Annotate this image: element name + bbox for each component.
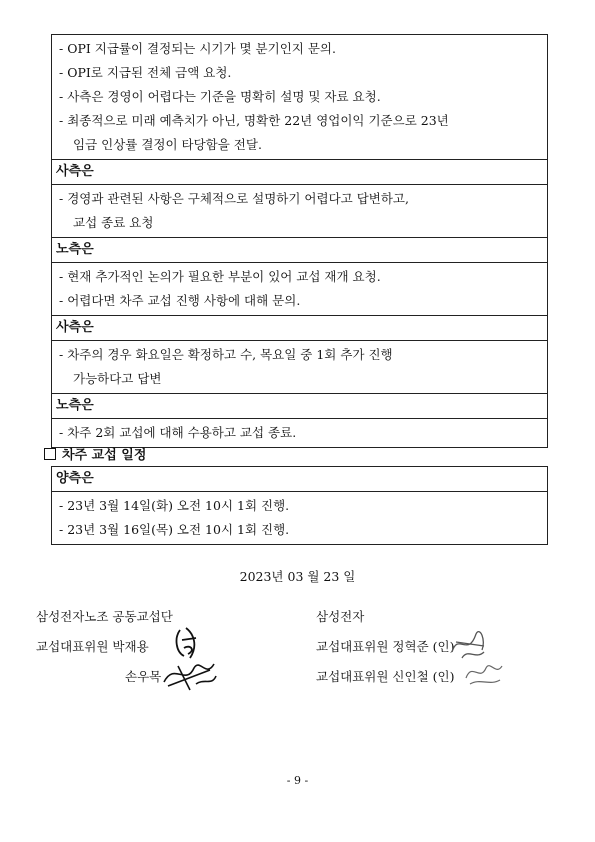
union-heading: 노측은 <box>52 393 547 418</box>
remark-line: 임금 인상률 결정이 타당함을 전달. <box>73 137 262 152</box>
remark-line: - 사측은 경영이 어렵다는 기준을 명확히 설명 및 자료 요청. <box>59 89 381 104</box>
remark-line: - 어렵다면 차주 교섭 진행 사항에 대해 문의. <box>59 293 301 308</box>
remark-line: - 차주 2회 교섭에 대해 수용하고 교섭 종료. <box>59 425 297 440</box>
remark-line: 가능하다고 답변 <box>73 371 162 386</box>
minutes-table-1 <box>51 34 548 448</box>
union-rep-1: 교섭대표위원 박재용 <box>36 639 149 654</box>
remark-line: - 경영과 관련된 사항은 구체적으로 설명하기 어렵다고 답변하고, <box>59 191 409 206</box>
remark-line: - 차주의 경우 화요일은 확정하고 수, 목요일 중 1회 추가 진행 <box>59 347 393 362</box>
remark-line: - 최종적으로 미래 예측치가 아닌, 명확한 22년 영업이익 기준으로 23년 <box>59 113 449 128</box>
section-title-text: 차주 교섭 일정 <box>62 448 147 463</box>
company-heading: 사측은 <box>52 159 547 184</box>
company-rep-2: 교섭대표위원 신인철 (인) <box>316 669 455 684</box>
company-remarks <box>52 340 547 393</box>
signature-mark <box>462 656 506 690</box>
checkbox-square-icon <box>44 448 56 460</box>
remark-line: - 현재 추가적인 논의가 필요한 부분이 있어 교섭 재개 요청. <box>59 269 381 284</box>
page-number: - 9 - <box>286 774 309 787</box>
union-remarks <box>52 418 547 447</box>
union-rep-2: 손우목 <box>125 669 162 684</box>
schedule-table <box>51 466 548 545</box>
schedule-line: - 23년 3월 16일(목) 오전 10시 1회 진행. <box>59 522 290 537</box>
remark-line: - OPI 지급률이 결정되는 시기가 몇 분기인지 문의. <box>59 41 336 56</box>
both-heading: 양측은 <box>52 466 547 491</box>
union-remarks <box>52 34 547 159</box>
schedule-line: - 23년 3월 14일(화) 오전 10시 1회 진행. <box>59 498 290 513</box>
remark-line: - OPI로 지급된 전체 금액 요청. <box>59 65 232 80</box>
company-rep-1: 교섭대표위원 정혁준 (인) <box>316 639 455 654</box>
union-remarks <box>52 262 547 315</box>
signature-mark <box>160 656 220 694</box>
section-title <box>44 444 146 463</box>
company-remarks <box>52 184 547 237</box>
document-date: 2023년 03 월 23 일 <box>239 569 356 584</box>
union-heading: 노측은 <box>52 237 547 262</box>
company-org: 삼성전자 <box>316 609 365 624</box>
union-org: 삼성전자노조 공동교섭단 <box>36 609 173 624</box>
company-heading: 사측은 <box>52 315 547 340</box>
schedule-lines <box>52 491 547 544</box>
remark-line: 교섭 종료 요청 <box>73 215 154 230</box>
